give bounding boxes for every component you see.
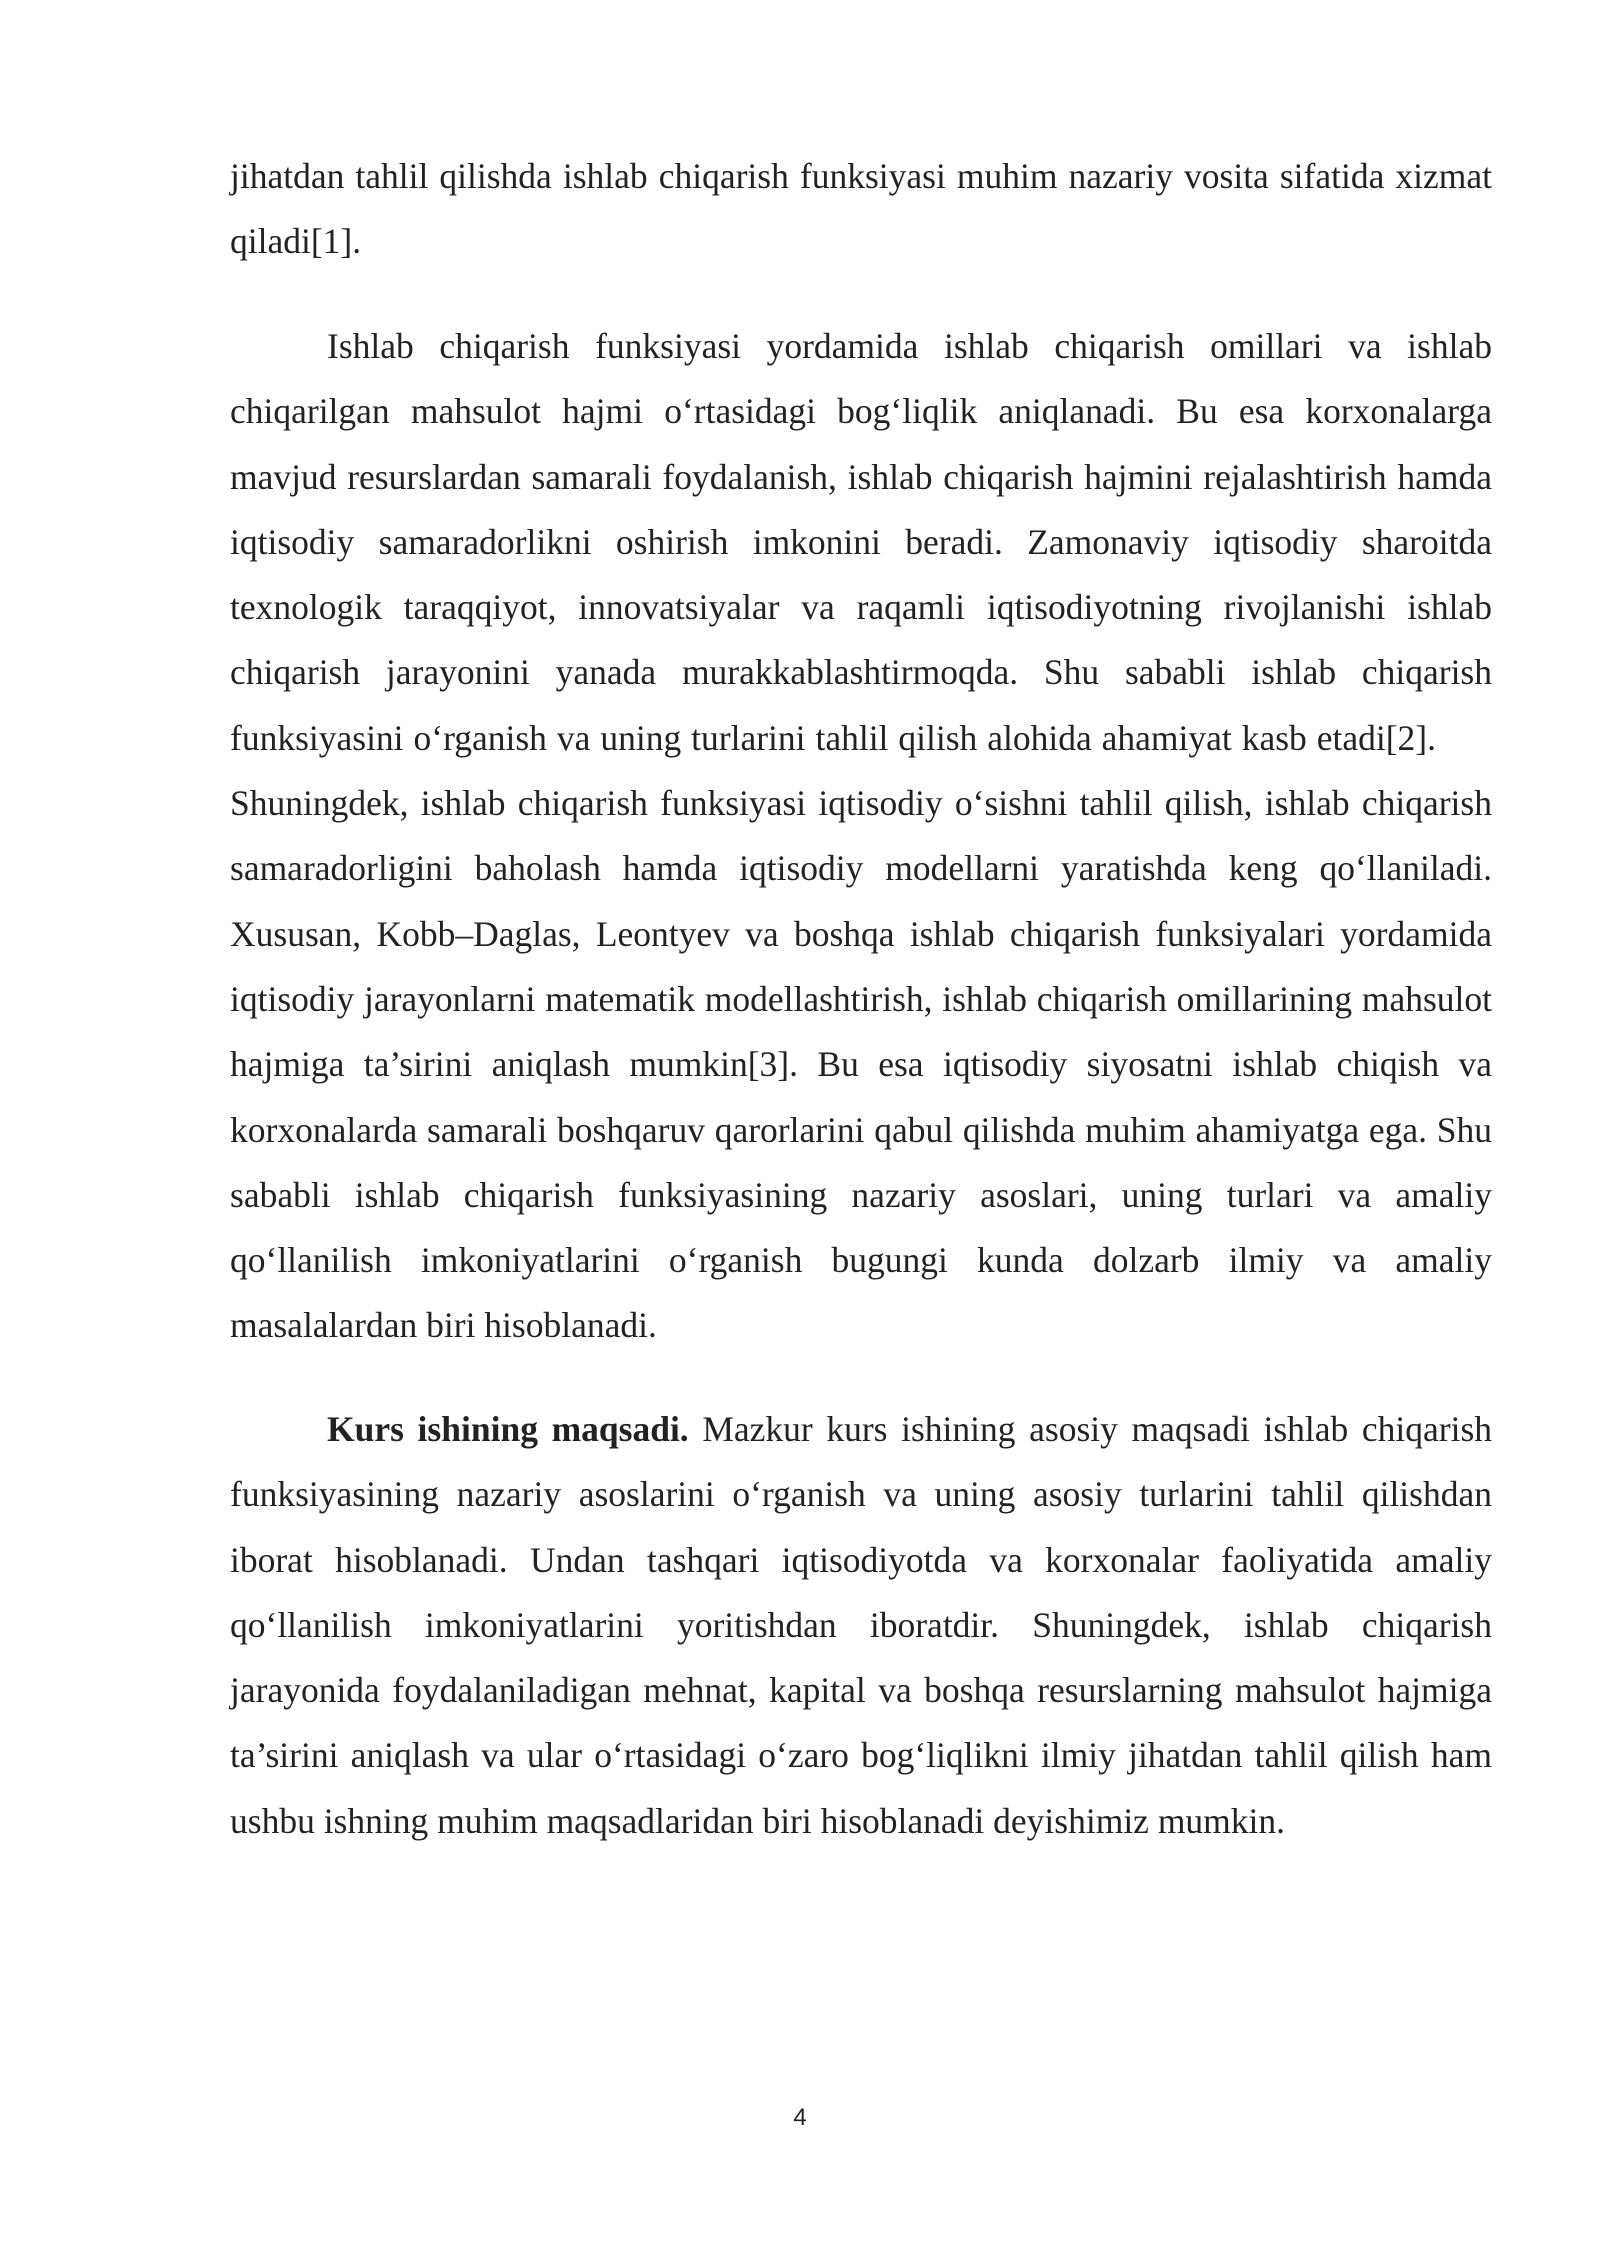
production-function-text-part-1: Ishlab chiqarish funksiyasi yordamida ishlab chiqarish omillari va ishlab chiqarilgan mahsulot hajmi o‘rtasidagi bog‘liqlik aniqlanadi. Bu esa korxonalarga mavjud resurslardan samarali foydalanish, ishlab chiqarish hajmini rejalashtirish hamda iqtisodiy samaradorlikni oshirish imkonini beradi. Zamonaviy iqtisodiy sharoitda texnologik taraqqiyot, innovatsiyalar va raqamli iqtisodiyotning rivojlanishi ishlab chiqarish jarayonini yanada murakkablashtirmoqda. Shu sababli ishlab chiqarish funksiyasini o‘rganish va uning turlarini tahlil qilish alohida ahamiyat kasb etadi[2].: [230, 326, 1492, 758]
continuation-paragraph: jihatdan tahlil qilishda ishlab chiqarish funksiyasi muhim nazariy vosita sifatida xizmat qiladi[1].: [230, 156, 1492, 262]
page-number: 4: [793, 2104, 807, 2131]
course-goal-heading: Kurs ishining maqsadi.: [327, 1409, 689, 1449]
production-function-text-part-2: Shuningdek, ishlab chiqarish funksiyasi iqtisodiy o‘sishni tahlil qilish, ishlab chiqarish samaradorligini baholash hamda iqtisodiy modellarni yaratishda keng qo‘llaniladi. Xususan, Kobb–Daglas, Leontyev va boshqa ishlab chiqarish funksiyalari yordamida iqtisodiy jarayonlarni matematik modellashtirish, ishlab chiqarish omillarining mahsulot hajmiga ta’sirini aniqlash mumkin[3]. Bu esa iqtisodiy siyosatni ishlab chiqish va korxonalarda samarali boshqaruv qarorlarini qabul qilishda muhim ahamiyatga ega. Shu sababli ishlab chiqarish funksiyasining nazariy asoslari, uning turlari va amaliy qo‘llanilish imkoniyatlarini o‘rganish bugungi kunda dolzarb ilmiy va amaliy masalalardan biri hisoblanadi.: [230, 783, 1492, 1346]
production-function-paragraph: [230, 314, 1492, 1359]
course-goal-paragraph: [230, 1397, 1492, 1854]
course-goal-text: Mazkur kurs ishining asosiy maqsadi ishlab chiqarish funksiyasining nazariy asoslarini o‘rganish va uning asosiy turlarini tahlil qilishdan iborat hisoblanadi. Undan tashqari iqtisodiyotda va korxonalar faoliyatida amaliy qo‘llanilish imkoniyatlarini yoritishdan iboratdir. Shuningdek, ishlab chiqarish jarayonida foydalaniladigan mehnat, kapital va boshqa resurslarning mahsulot hajmiga ta’sirini aniqlash va ular o‘rtasidagi o‘zaro bog‘liqlikni ilmiy jihatdan tahlil qilish ham ushbu ishning muhim maqsadlaridan biri hisoblanadi deyishimiz mumkin.: [230, 1409, 1493, 1841]
